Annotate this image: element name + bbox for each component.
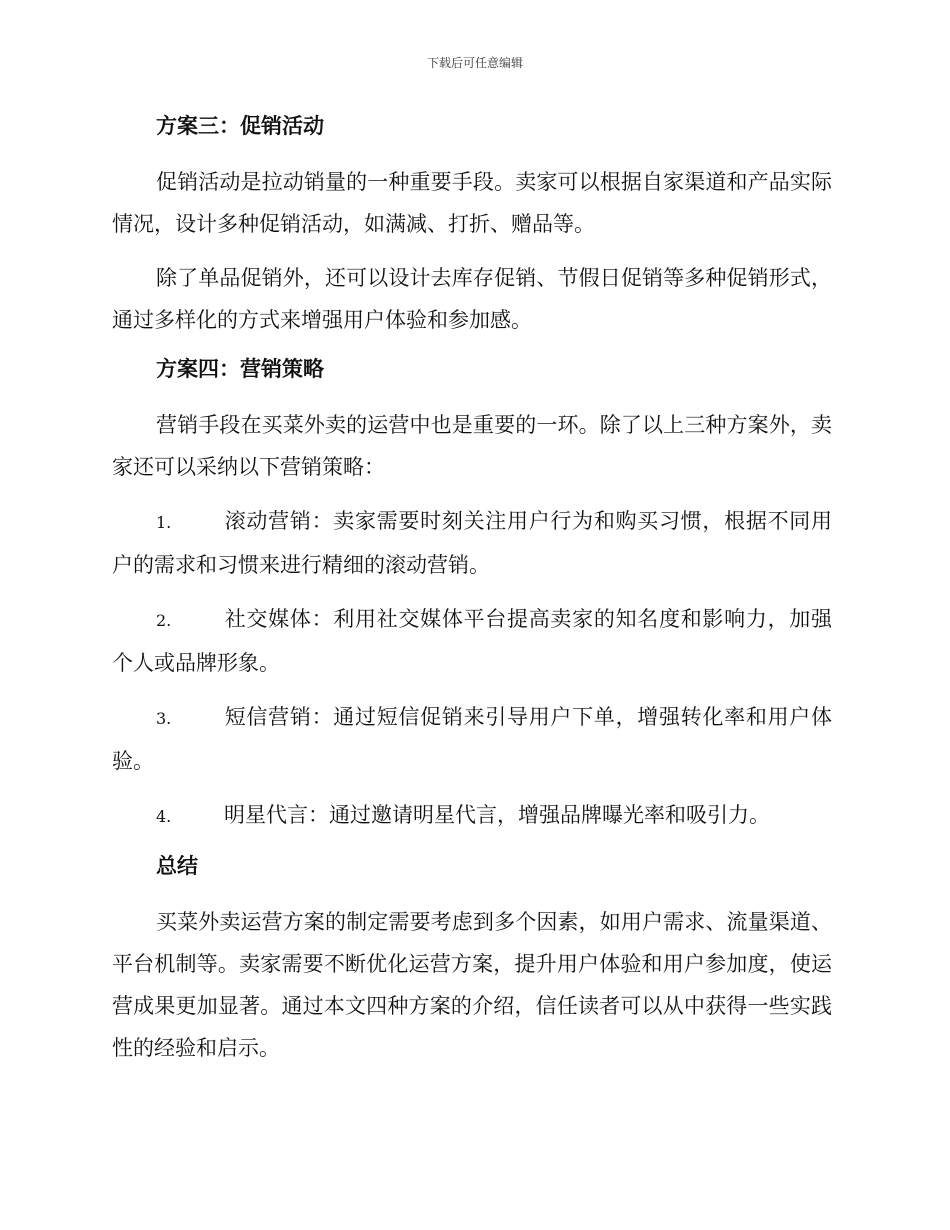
- list-item-text: 社交媒体：利用社交媒体平台提高卖家的知名度和影响力，加强个人或品牌形象。: [112, 607, 832, 675]
- page-header-note: 下载后可任意编辑: [426, 56, 523, 70]
- list-item-number: 1.: [156, 513, 172, 532]
- list-item-text: 滚动营销：卖家需要时刻关注用户行为和购买习惯，根据不同用户的需求和习惯来进行精细的滚动营销。: [112, 509, 832, 577]
- paragraph: 促销活动是拉动销量的一种重要手段。卖家可以根据自家渠道和产品实际情况，设计多种促销活动，如满减、打折、赠品等。: [112, 170, 832, 236]
- list-item: [112, 598, 832, 684]
- list-item-text: 短信营销：通过短信促销来引导用户下单，增强转化率和用户体验。: [112, 705, 832, 773]
- list-item-text: 明星代言：通过邀请明星代言，增强品牌曝光率和吸引力。: [224, 803, 770, 827]
- document-body: [112, 110, 832, 1081]
- paragraph: 买菜外卖运营方案的制定需要考虑到多个因素，如用户需求、流量渠道、平台机制等。卖家需要不断优化运营方案，提升用户体验和用户参加度，使运营成果更加显著。通过本文四种方案的介绍，信任读者可以从中获得一些实践性的经验和启示。: [112, 910, 832, 1060]
- list-item: [112, 696, 832, 782]
- list-item: [112, 500, 832, 586]
- list-item-number: 4.: [156, 807, 172, 826]
- list-item-number: 2.: [156, 611, 172, 630]
- list-item: [112, 794, 832, 838]
- paragraph: 营销手段在买菜外卖的运营中也是重要的一环。除了以上三种方案外，卖家还可以采纳以下营销策略：: [112, 413, 832, 479]
- section-heading-summary: 总结: [156, 854, 198, 878]
- list-item-number: 3.: [156, 709, 172, 728]
- paragraph: 除了单品促销外，还可以设计去库存促销、节假日促销等多种促销形式，通过多样化的方式来增强用户体验和参加感。: [112, 266, 832, 332]
- section-heading-plan-3: 方案三：促销活动: [156, 114, 324, 138]
- section-heading-plan-4: 方案四：营销策略: [156, 357, 324, 381]
